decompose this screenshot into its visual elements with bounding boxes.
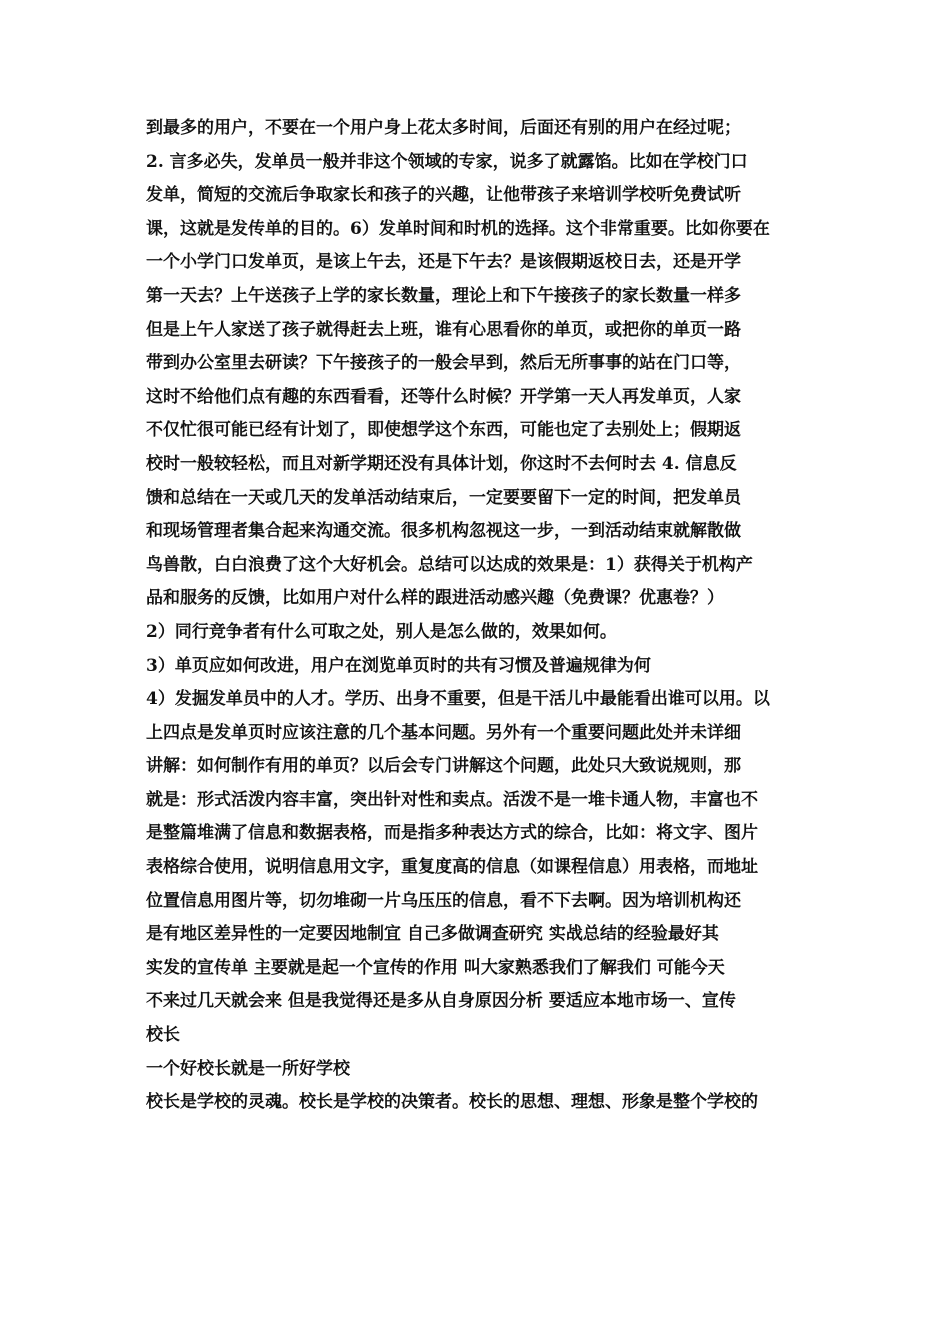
text-line: 是整篇堆满了信息和数据表格，而是指多种表达方式的综合，比如：将文字、图片 <box>146 823 758 844</box>
text-line: 就是：形式活泼内容丰富，突出针对性和卖点。活泼不是一堆卡通人物，丰富也不 <box>146 789 758 810</box>
text-line: 实发的宣传单 主要就是起一个宣传的作用 叫大家熟悉我们了解我们 可能今天 <box>146 957 725 978</box>
text-line: 4）发掘发单员中的人才。学历、出身不重要，但是干活儿中最能看出谁可以用。以 <box>146 689 770 710</box>
text-line: 2. 言多必失，发单员一般并非这个领域的专家，说多了就露馅。比如在学校门口 <box>146 151 748 172</box>
text-line: 发单，简短的交流后争取家长和孩子的兴趣，让他带孩子来培训学校听免费试听 <box>146 185 741 206</box>
text-line: 2）同行竞争者有什么可取之处，别人是怎么做的，效果如何。 <box>146 621 617 642</box>
text-line: 不仅忙很可能已经有计划了，即使想学这个东西，可能也定了去别处上；假期返 <box>146 420 741 441</box>
text-line: 一个小学门口发单页，是该上午去，还是下午去？是该假期返校日去，还是开学 <box>146 252 741 273</box>
text-line: 表格综合使用，说明信息用文字，重复度高的信息（如课程信息）用表格，而地址 <box>146 857 758 878</box>
text-line: 校时一般较轻松，而且对新学期还没有具体计划，你这时不去何时去 4. 信息反 <box>146 453 737 474</box>
body-text <box>146 112 826 1120</box>
text-line: 位置信息用图片等，切勿堆砌一片乌压压的信息，看不下去啊。因为培训机构还 <box>146 890 741 911</box>
text-line: 校长 <box>146 1025 180 1046</box>
text-line: 带到办公室里去研读？下午接孩子的一般会早到，然后无所事事的站在门口等， <box>146 353 741 374</box>
text-line: 校长是学校的灵魂。校长是学校的决策者。校长的思想、理想、形象是整个学校的 <box>146 1092 758 1113</box>
text-line: 和现场管理者集合起来沟通交流。很多机构忽视这一步，一到活动结束就解散做 <box>146 521 741 542</box>
text-line: 3）单页应如何改进，用户在浏览单页时的共有习惯及普遍规律为何 <box>146 655 651 676</box>
text-line: 到最多的用户，不要在一个用户身上花太多时间，后面还有别的用户在经过呢； <box>146 118 741 138</box>
text-line: 品和服务的反馈，比如用户对什么样的跟进活动感兴趣（免费课？优惠卷？） <box>146 588 724 609</box>
text-line: 课，这就是发传单的目的。6）发单时间和时机的选择。这个非常重要。比如你要在 <box>146 218 770 239</box>
text-line: 是有地区差异性的一定要因地制宜 自己多做调查研究 实战总结的经验最好其 <box>146 924 719 945</box>
text-line: 讲解：如何制作有用的单页？以后会专门讲解这个问题，此处只大致说规则，那 <box>146 756 741 777</box>
text-line: 但是上午人家送了孩子就得赶去上班，谁有心思看你的单页，或把你的单页一路 <box>146 319 741 340</box>
text-line: 第一天去？上午送孩子上学的家长数量，理论上和下午接孩子的家长数量一样多 <box>146 285 741 306</box>
text-line: 不来过几天就会来 但是我觉得还是多从自身原因分析 要适应本地市场一、宣传 <box>146 991 736 1012</box>
text-line: 馈和总结在一天或几天的发单活动结束后，一定要要留下一定的时间，把发单员 <box>146 487 741 508</box>
text-line: 一个好校长就是一所好学校 <box>146 1058 350 1079</box>
text-line: 这时不给他们点有趣的东西看看，还等什么时候？开学第一天人再发单页，人家 <box>146 386 741 407</box>
text-line: 鸟兽散，白白浪费了这个大好机会。总结可以达成的效果是：1）获得关于机构产 <box>146 554 753 575</box>
text-line: 上四点是发单页时应该注意的几个基本问题。另外有一个重要问题此处并未详细 <box>146 722 741 743</box>
